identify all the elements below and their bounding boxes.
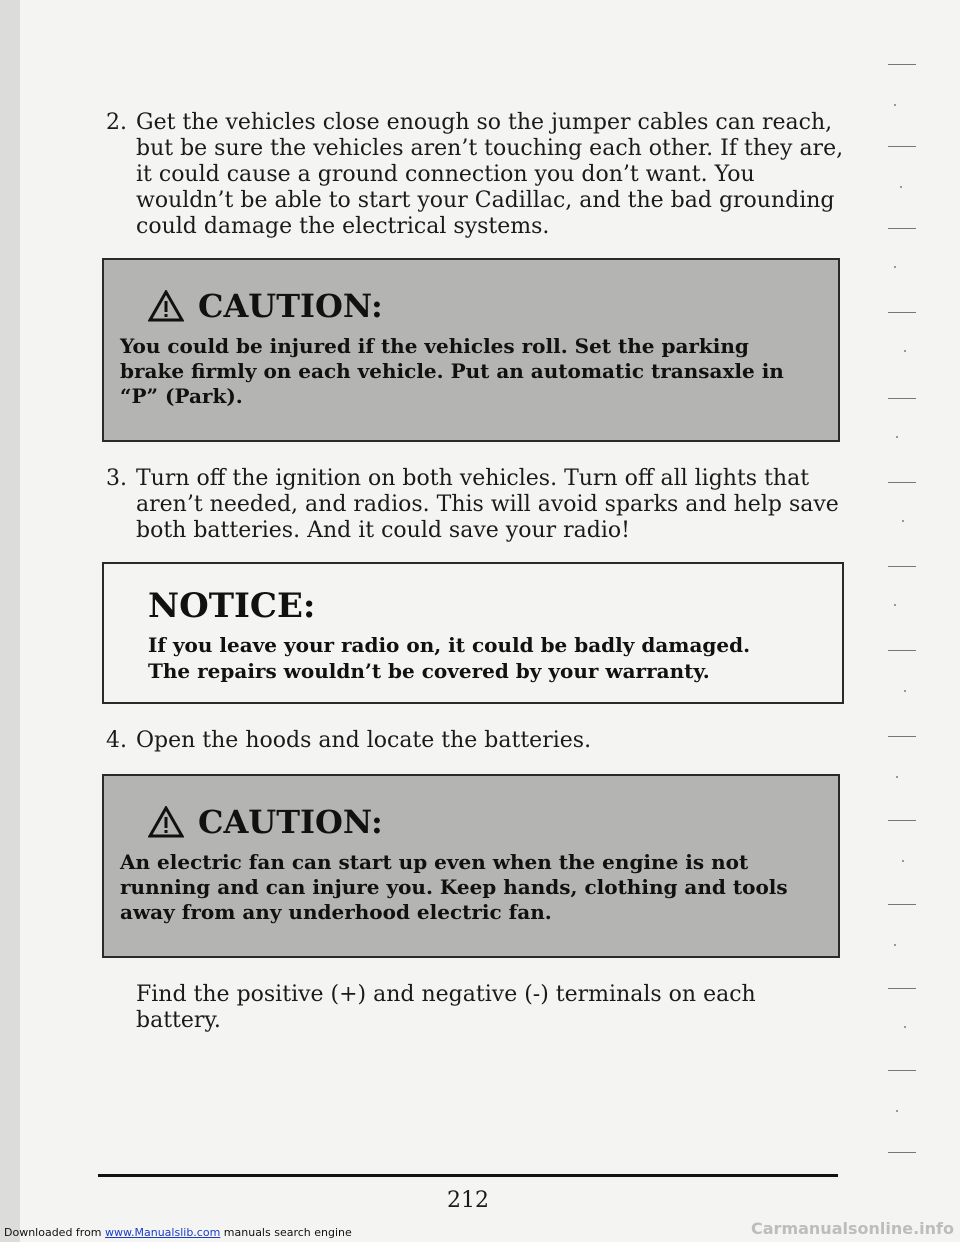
footer-rule	[98, 1174, 838, 1177]
notice-box	[102, 562, 844, 704]
notice-body: If you leave your radio on, it could be badly damaged. The repairs wouldn’t be covered by your warranty.	[148, 633, 751, 683]
notice-title: NOTICE:	[148, 586, 316, 626]
margin-tick-marks	[880, 0, 940, 1242]
step-4	[106, 728, 846, 754]
download-footer-prefix: Downloaded from	[4, 1226, 106, 1239]
step-3	[106, 466, 846, 544]
download-footer-suffix: manuals search engine	[220, 1226, 352, 1239]
caution-2-heading	[148, 802, 383, 842]
step-4-number: 4.	[106, 728, 127, 753]
page-edge	[0, 0, 20, 1242]
step-2	[106, 110, 846, 240]
step-2-number: 2.	[106, 110, 127, 135]
step-2-text: Get the vehicles close enough so the jumper cables can reach, but be sure the vehicles aren’t touching each other. If they are, it could cause a ground connection you don’t want. You wouldn’t be able to start your Cadillac, and the bad grounding could damage the electrical systems.	[136, 110, 844, 239]
download-footer	[4, 1226, 352, 1239]
caution-2-body: An electric fan can start up even when the engine is not running and can injure you. Keep hands, clothing and tools away from any underhood electric fan.	[120, 850, 788, 924]
caution-2-title: CAUTION:	[198, 803, 383, 841]
step-3-number: 3.	[106, 466, 127, 491]
step-4-text: Open the hoods and locate the batteries.	[136, 728, 592, 753]
caution-1-heading	[148, 286, 383, 326]
caution-1-title: CAUTION:	[198, 287, 383, 325]
step-3-text: Turn off the ignition on both vehicles. Turn off all lights that aren’t needed, and radios. This will avoid sparks and help save both batteries. And it could save your radio!	[136, 466, 839, 543]
caution-box-1	[102, 258, 840, 442]
site-watermark: Carmanualsonline.info	[751, 1219, 954, 1238]
page-number: 212	[447, 1188, 489, 1213]
warning-triangle-icon	[148, 806, 184, 838]
caution-box-2	[102, 774, 840, 958]
find-terminals-text: Find the positive (+) and negative (-) terminals on each battery.	[136, 982, 756, 1033]
warning-triangle-icon	[148, 290, 184, 322]
caution-1-body: You could be injured if the vehicles roll. Set the parking brake firmly on each vehicle. Put an automatic transaxle in “P” (Park).	[120, 334, 784, 408]
manualslib-link[interactable]: www.Manualslib.com	[105, 1226, 221, 1239]
